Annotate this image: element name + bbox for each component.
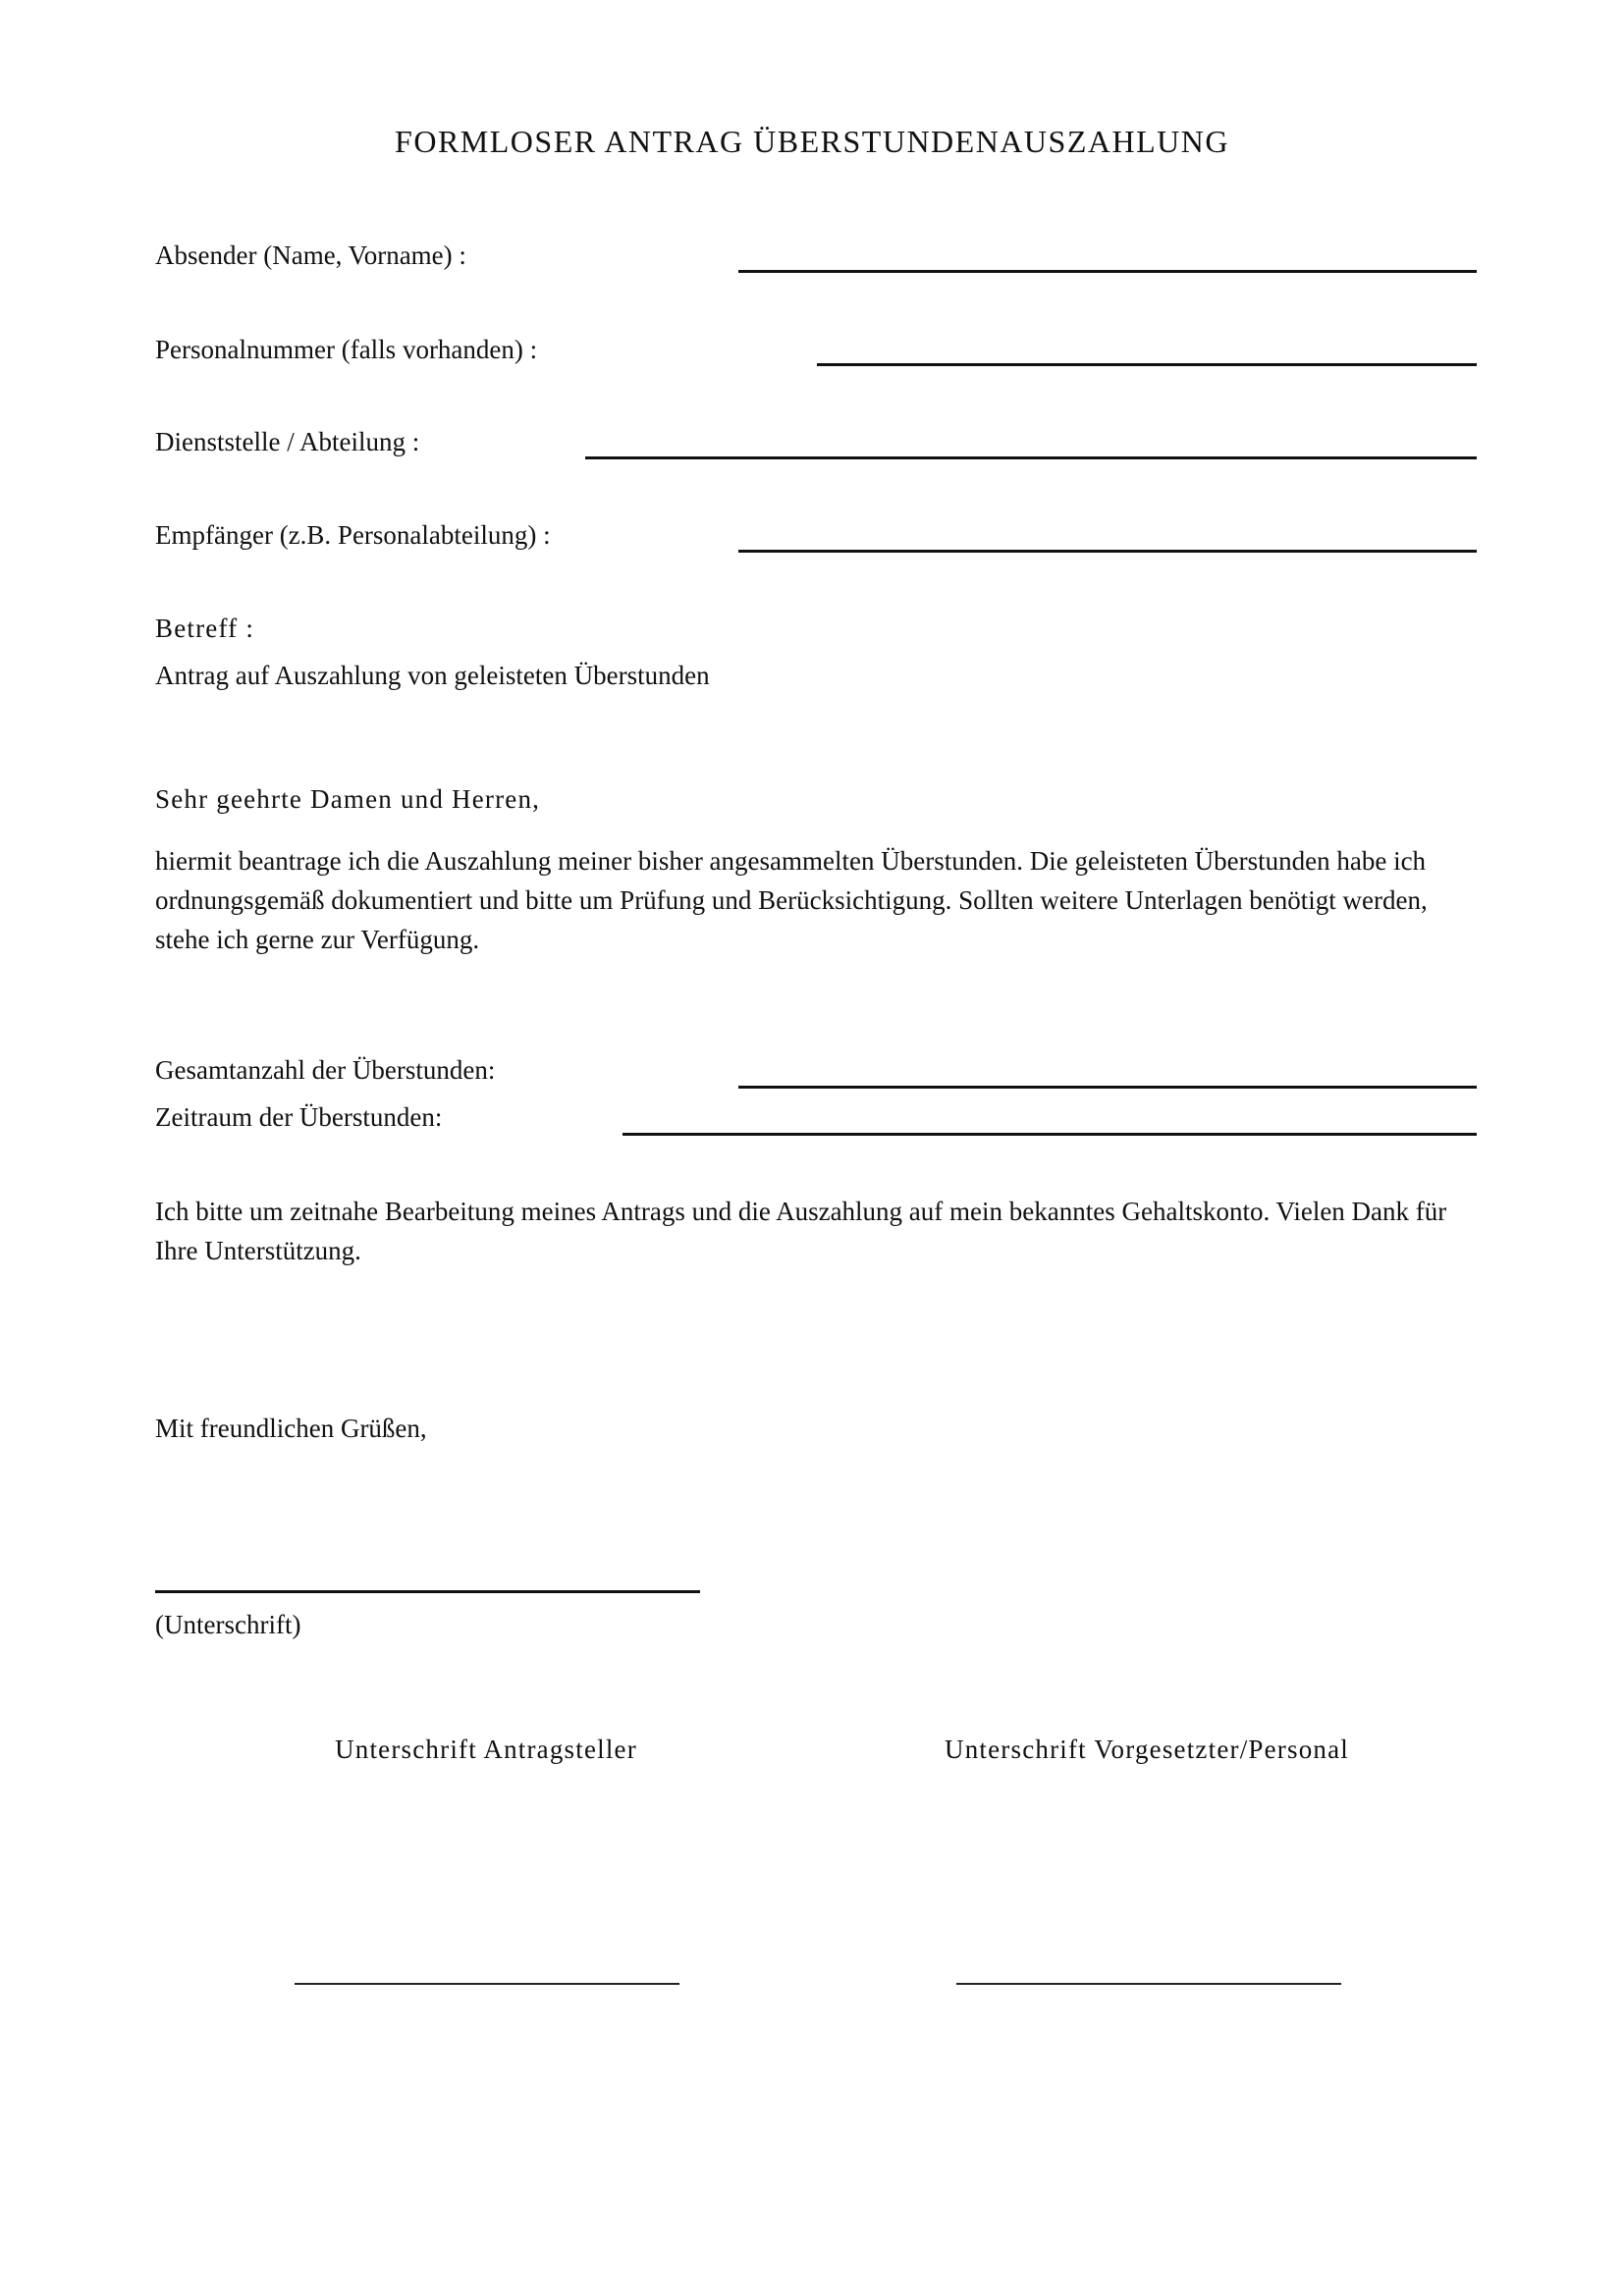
closing-paragraph: Ich bitte um zeitnahe Bearbeitung meines Antrags und die Auszahlung auf mein bekanntes Gehaltskonto. Vielen Dank für Ihre Unterstützung. <box>155 1197 1447 1265</box>
absender-input-line[interactable] <box>738 270 1477 273</box>
personalnummer-input-line[interactable] <box>817 363 1477 366</box>
overtime-period-input-line[interactable] <box>623 1133 1477 1136</box>
betreff-label: Betreff : <box>155 614 255 643</box>
body-paragraph: hiermit beantrage ich die Auszahlung meiner bisher angesammelten Überstunden. Die geleisteten Überstunden habe ich ordnungsgemäß dokumentiert und bitte um Prüfung und Berücksichtigung. Sollten weitere Unterlagen benötigt werden, stehe ich gerne zur Verfügung. <box>155 846 1428 954</box>
applicant-signature-line[interactable] <box>295 1983 679 1985</box>
dienststelle-input-line[interactable] <box>585 456 1477 459</box>
overtime-total-label: Gesamtanzahl der Überstunden: <box>155 1055 496 1085</box>
salutation: Sehr geehrte Damen und Herren, <box>155 784 541 814</box>
dienststelle-label: Dienststelle / Abteilung : <box>155 427 420 456</box>
overtime-period-label: Zeitraum der Überstunden: <box>155 1102 443 1132</box>
overtime-total-input-line[interactable] <box>738 1086 1477 1089</box>
absender-label: Absender (Name, Vorname) : <box>155 240 466 270</box>
supervisor-signature-caption: Unterschrift Vorgesetzter/Personal <box>945 1735 1349 1764</box>
document-title: FORMLOSER ANTRAG ÜBERSTUNDENAUSZAHLUNG <box>395 124 1229 159</box>
signature-line[interactable] <box>155 1590 700 1593</box>
regards: Mit freundlichen Grüßen, <box>155 1414 427 1443</box>
supervisor-signature-line[interactable] <box>956 1983 1341 1985</box>
personalnummer-label: Personalnummer (falls vorhanden) : <box>155 335 538 364</box>
signature-label: (Unterschrift) <box>155 1610 301 1639</box>
empfaenger-label: Empfänger (z.B. Personalabteilung) : <box>155 520 551 550</box>
betreff-text: Antrag auf Auszahlung von geleisteten Überstunden <box>155 661 710 690</box>
applicant-signature-caption: Unterschrift Antragsteller <box>335 1735 637 1764</box>
empfaenger-input-line[interactable] <box>738 550 1477 553</box>
